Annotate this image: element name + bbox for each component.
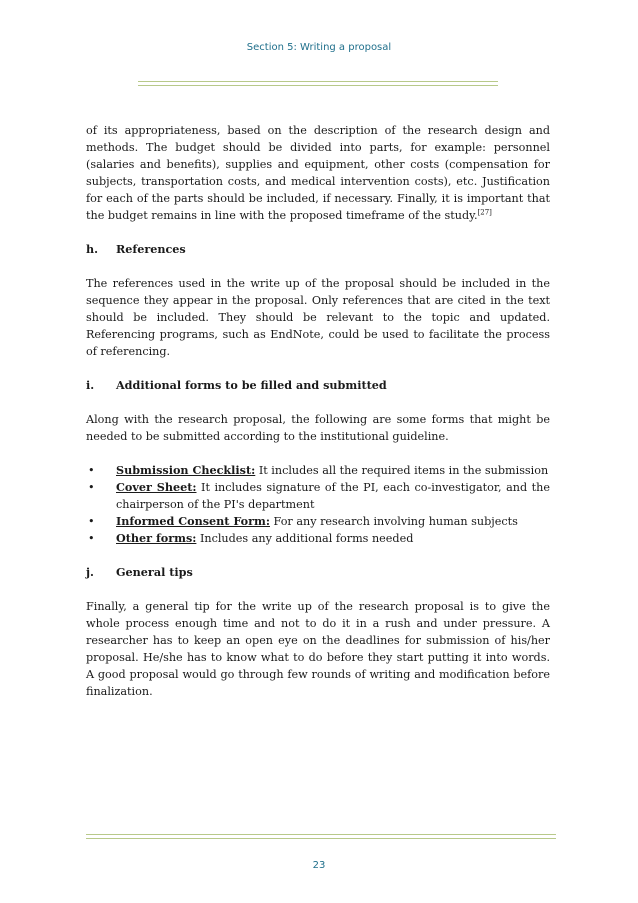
- section-h-letter: h.: [86, 242, 99, 256]
- list-item-text: It includes signature of the PI, each co-investigator, and the chairperson of the PI's department: [116, 481, 550, 511]
- section-h-paragraph: The references used in the write up of the proposal should be included in the sequence they appear in the proposal. Only references that are cited in the text should be included. They should be relevant to the topic and updated. Referencing programs, such as EndNote, could be used to facilitate the process of referencing.: [86, 277, 550, 358]
- section-i-paragraph: Along with the research proposal, the following are some forms that might be needed to be submitted according to the institutional guideline.: [86, 413, 550, 443]
- list-item-term: Submission Checklist:: [116, 463, 256, 477]
- section-j-heading: [86, 564, 550, 581]
- list-item: [86, 530, 550, 547]
- section-i-title: Additional forms to be filled and submitted: [116, 378, 387, 392]
- list-item: [86, 479, 550, 513]
- intro-paragraph-text: of its appropriateness, based on the description of the research design and methods. The budget should be divided into parts, for example: personnel (salaries and benefits), supplies and equipment, other costs (compensation for subjects, transportation costs, and medical intervention costs), etc. Justification for each of the parts should be included, if necessary. Finally, it is important that the budget remains in line with the proposed timeframe of the study.: [86, 124, 550, 222]
- list-item: [86, 462, 550, 479]
- intro-citation: [27]: [477, 208, 492, 217]
- list-item-term: Other forms:: [116, 531, 197, 545]
- section-j-title: General tips: [116, 565, 193, 579]
- list-item-text: It includes all the required items in the submission: [255, 464, 549, 477]
- page-header-title: Section 5: Writing a proposal: [246, 42, 392, 53]
- section-j-paragraph: Finally, a general tip for the write up of the research proposal is to give the whole process enough time and not to do it in a rush and under pressure. A researcher has to keep an open eye on the deadlines for submission of his/her proposal. He/she has to know what to do before they start putting it into words. A good proposal would go through few rounds of writing and modification before finalization.: [86, 600, 550, 698]
- list-item-term: Informed Consent Form:: [116, 514, 270, 528]
- page-body: [86, 122, 550, 700]
- bullet-icon: •: [88, 532, 95, 545]
- footer-rule: [86, 834, 556, 839]
- intro-paragraph: [86, 122, 550, 224]
- section-h-title: References: [116, 242, 186, 256]
- section-j-letter: j.: [86, 565, 94, 579]
- bullet-icon: •: [88, 464, 95, 477]
- list-item: [86, 513, 550, 530]
- list-item-term: Cover Sheet:: [116, 480, 197, 494]
- header-rule: [138, 81, 498, 86]
- section-i-letter: i.: [86, 378, 95, 392]
- section-i-heading: [86, 377, 550, 394]
- bullet-icon: •: [88, 481, 95, 494]
- page-number: 23: [312, 860, 326, 871]
- forms-list: [86, 462, 550, 547]
- list-item-text: Includes any additional forms needed: [196, 532, 414, 545]
- section-h-heading: [86, 241, 550, 258]
- list-item-text: For any research involving human subjects: [269, 515, 518, 528]
- bullet-icon: •: [88, 515, 95, 528]
